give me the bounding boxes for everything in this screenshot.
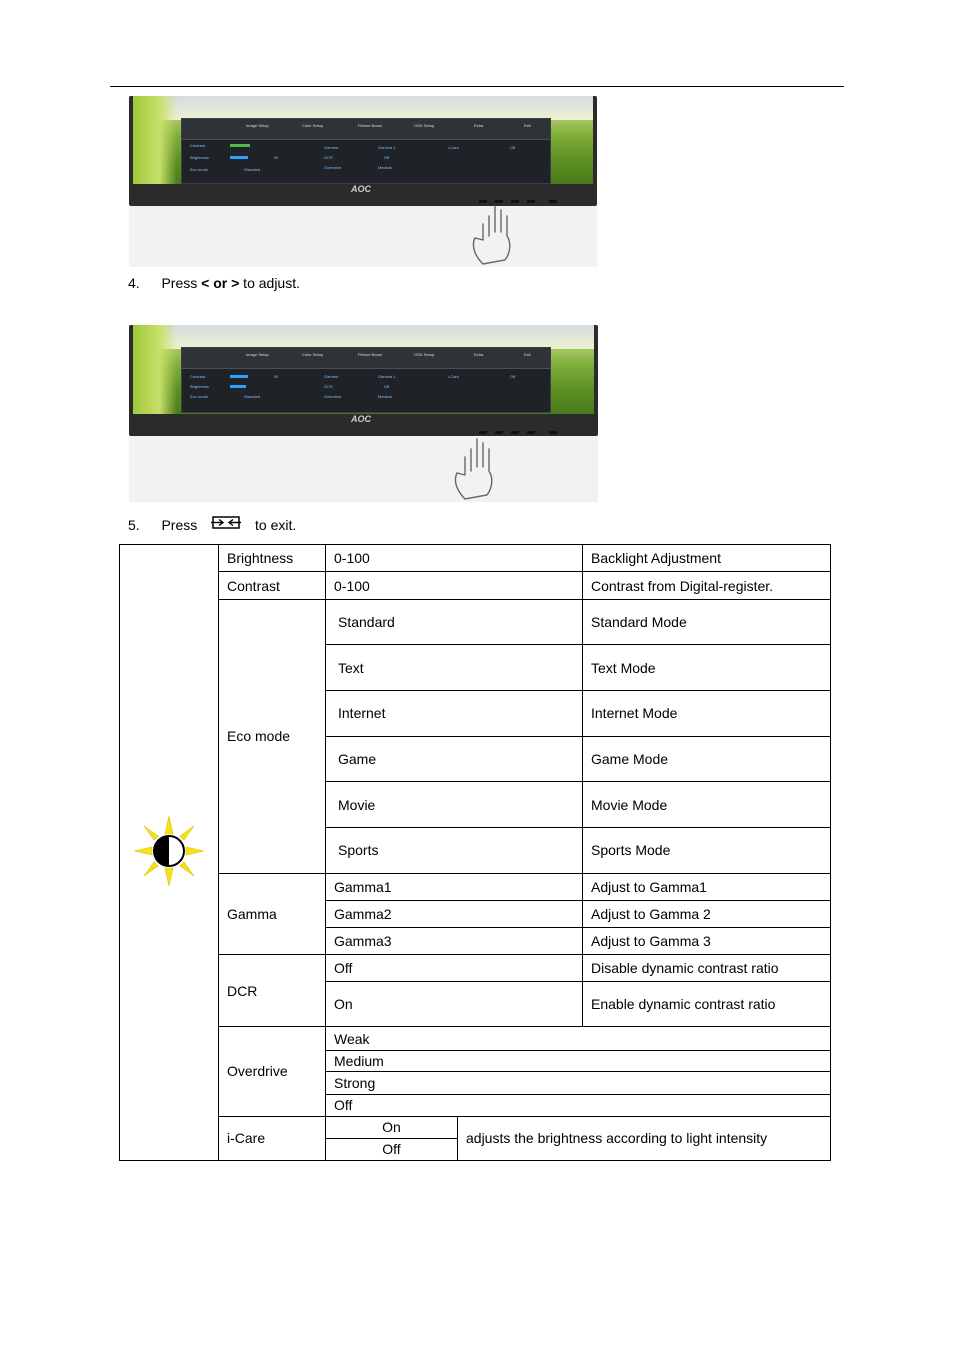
osd-row: Gamma 1	[378, 374, 396, 379]
monitor-screen	[133, 325, 594, 414]
value: Gamma1	[326, 873, 458, 900]
osd-row: Standard	[244, 167, 261, 172]
step-4	[128, 275, 300, 291]
item-brightness: Brightness	[219, 545, 326, 572]
step-text: Press	[161, 275, 202, 291]
value: Off	[326, 1094, 831, 1116]
exit-button-icon	[211, 515, 243, 531]
item-contrast: Contrast	[219, 572, 326, 600]
osd-tab: Exit	[524, 352, 531, 357]
hand-pointer-icon	[447, 435, 507, 501]
value: Game	[326, 736, 458, 781]
description: Enable dynamic contrast ratio	[583, 982, 831, 1027]
item-dcr: DCR	[219, 954, 326, 1026]
brand-logo: AOC	[351, 184, 371, 194]
osd-row: Gamma 1	[378, 145, 396, 150]
osd-tab: OSD Setup	[414, 123, 435, 128]
step-text: to adjust.	[239, 275, 300, 291]
description: Disable dynamic contrast ratio	[583, 954, 831, 981]
osd-row: Eco mode	[190, 394, 209, 399]
description: Adjust to Gamma 3	[583, 927, 831, 954]
brand-logo: AOC	[351, 414, 371, 424]
item-gamma: Gamma	[219, 873, 326, 954]
value: On	[326, 982, 458, 1027]
monitor	[129, 325, 598, 436]
osd-menu	[181, 347, 551, 413]
osd-row: Medium	[378, 394, 393, 399]
osd-tab: Image Setup	[246, 352, 269, 357]
description: Game Mode	[583, 736, 831, 781]
osd-row: Contrast	[190, 374, 206, 379]
description: Internet Mode	[583, 690, 831, 736]
description: Sports Mode	[583, 828, 831, 873]
value: Strong	[326, 1072, 831, 1094]
step-5	[128, 515, 296, 533]
value: 0-100	[326, 545, 583, 572]
luminance-settings-table	[119, 544, 831, 1161]
osd-row: 50	[274, 374, 279, 379]
description: Movie Mode	[583, 782, 831, 828]
step-number: 4.	[128, 275, 140, 291]
step-number: 5.	[128, 517, 140, 533]
osd-row: Overdrive	[324, 165, 342, 170]
osd-row: Brightness	[190, 384, 209, 389]
osd-row: Gamma	[324, 145, 339, 150]
monitor-screen	[133, 96, 593, 184]
step-text: Press	[161, 517, 198, 533]
value: 0-100	[326, 572, 583, 600]
description: adjusts the brightness according to light intensity	[458, 1116, 831, 1160]
value: Text	[326, 645, 458, 690]
osd-tab: Extra	[474, 352, 484, 357]
osd-row: i-Care	[448, 145, 459, 150]
osd-row: Off	[384, 384, 390, 389]
osd-menu	[181, 118, 551, 184]
osd-row: Off	[510, 374, 516, 379]
osd-row: 50	[274, 155, 279, 160]
osd-row: DCR	[324, 155, 333, 160]
osd-row: Overdrive	[324, 394, 342, 399]
osd-tab: Exit	[524, 123, 531, 128]
description: Standard Mode	[583, 600, 831, 645]
item-i-care: i-Care	[219, 1116, 326, 1160]
osd-tab: Color Setup	[302, 352, 324, 357]
luminance-icon-cell	[120, 545, 219, 1161]
value: Medium	[326, 1051, 831, 1072]
description: Contrast from Digital-register.	[583, 572, 831, 600]
osd-tab: Color Setup	[302, 123, 324, 128]
value: Gamma2	[326, 900, 458, 927]
description: Adjust to Gamma 2	[583, 900, 831, 927]
osd-tab: Picture Boost	[358, 352, 382, 357]
osd-row: DCR	[324, 384, 333, 389]
value: Sports	[326, 828, 458, 873]
osd-row: Contrast	[190, 143, 206, 148]
osd-row: Medium	[378, 165, 393, 170]
osd-row: Gamma	[324, 374, 339, 379]
header-rule	[110, 86, 844, 87]
hand-pointer-icon	[465, 202, 525, 266]
value: Off	[326, 954, 458, 981]
osd-row: Off	[510, 145, 516, 150]
luminance-sun-icon	[134, 816, 204, 886]
step-text: to exit.	[255, 517, 297, 533]
description: Text Mode	[583, 645, 831, 690]
value: On	[326, 1116, 458, 1138]
osd-row: Eco mode	[190, 167, 209, 172]
value: Internet	[326, 690, 458, 736]
osd-row: Brightness	[190, 155, 209, 160]
item-overdrive: Overdrive	[219, 1027, 326, 1116]
osd-row: Off	[384, 155, 390, 160]
description: Backlight Adjustment	[583, 545, 831, 572]
monitor	[129, 96, 597, 206]
monitor-figure-2	[129, 325, 598, 502]
value: Standard	[326, 600, 458, 645]
value: Off	[326, 1138, 458, 1160]
value: Gamma3	[326, 927, 458, 954]
osd-row: i-Care	[448, 374, 459, 379]
item-eco-mode: Eco mode	[219, 600, 326, 873]
description: Adjust to Gamma1	[583, 873, 831, 900]
monitor-figure-1	[129, 96, 597, 267]
value: Weak	[326, 1027, 831, 1051]
osd-row: Standard	[244, 394, 261, 399]
osd-tab: Extra	[474, 123, 484, 128]
osd-tab: Image Setup	[246, 123, 269, 128]
osd-tab: Picture Boost	[358, 123, 382, 128]
osd-tab: OSD Setup	[414, 352, 435, 357]
value: Movie	[326, 782, 458, 828]
step-key: < or >	[201, 275, 240, 291]
